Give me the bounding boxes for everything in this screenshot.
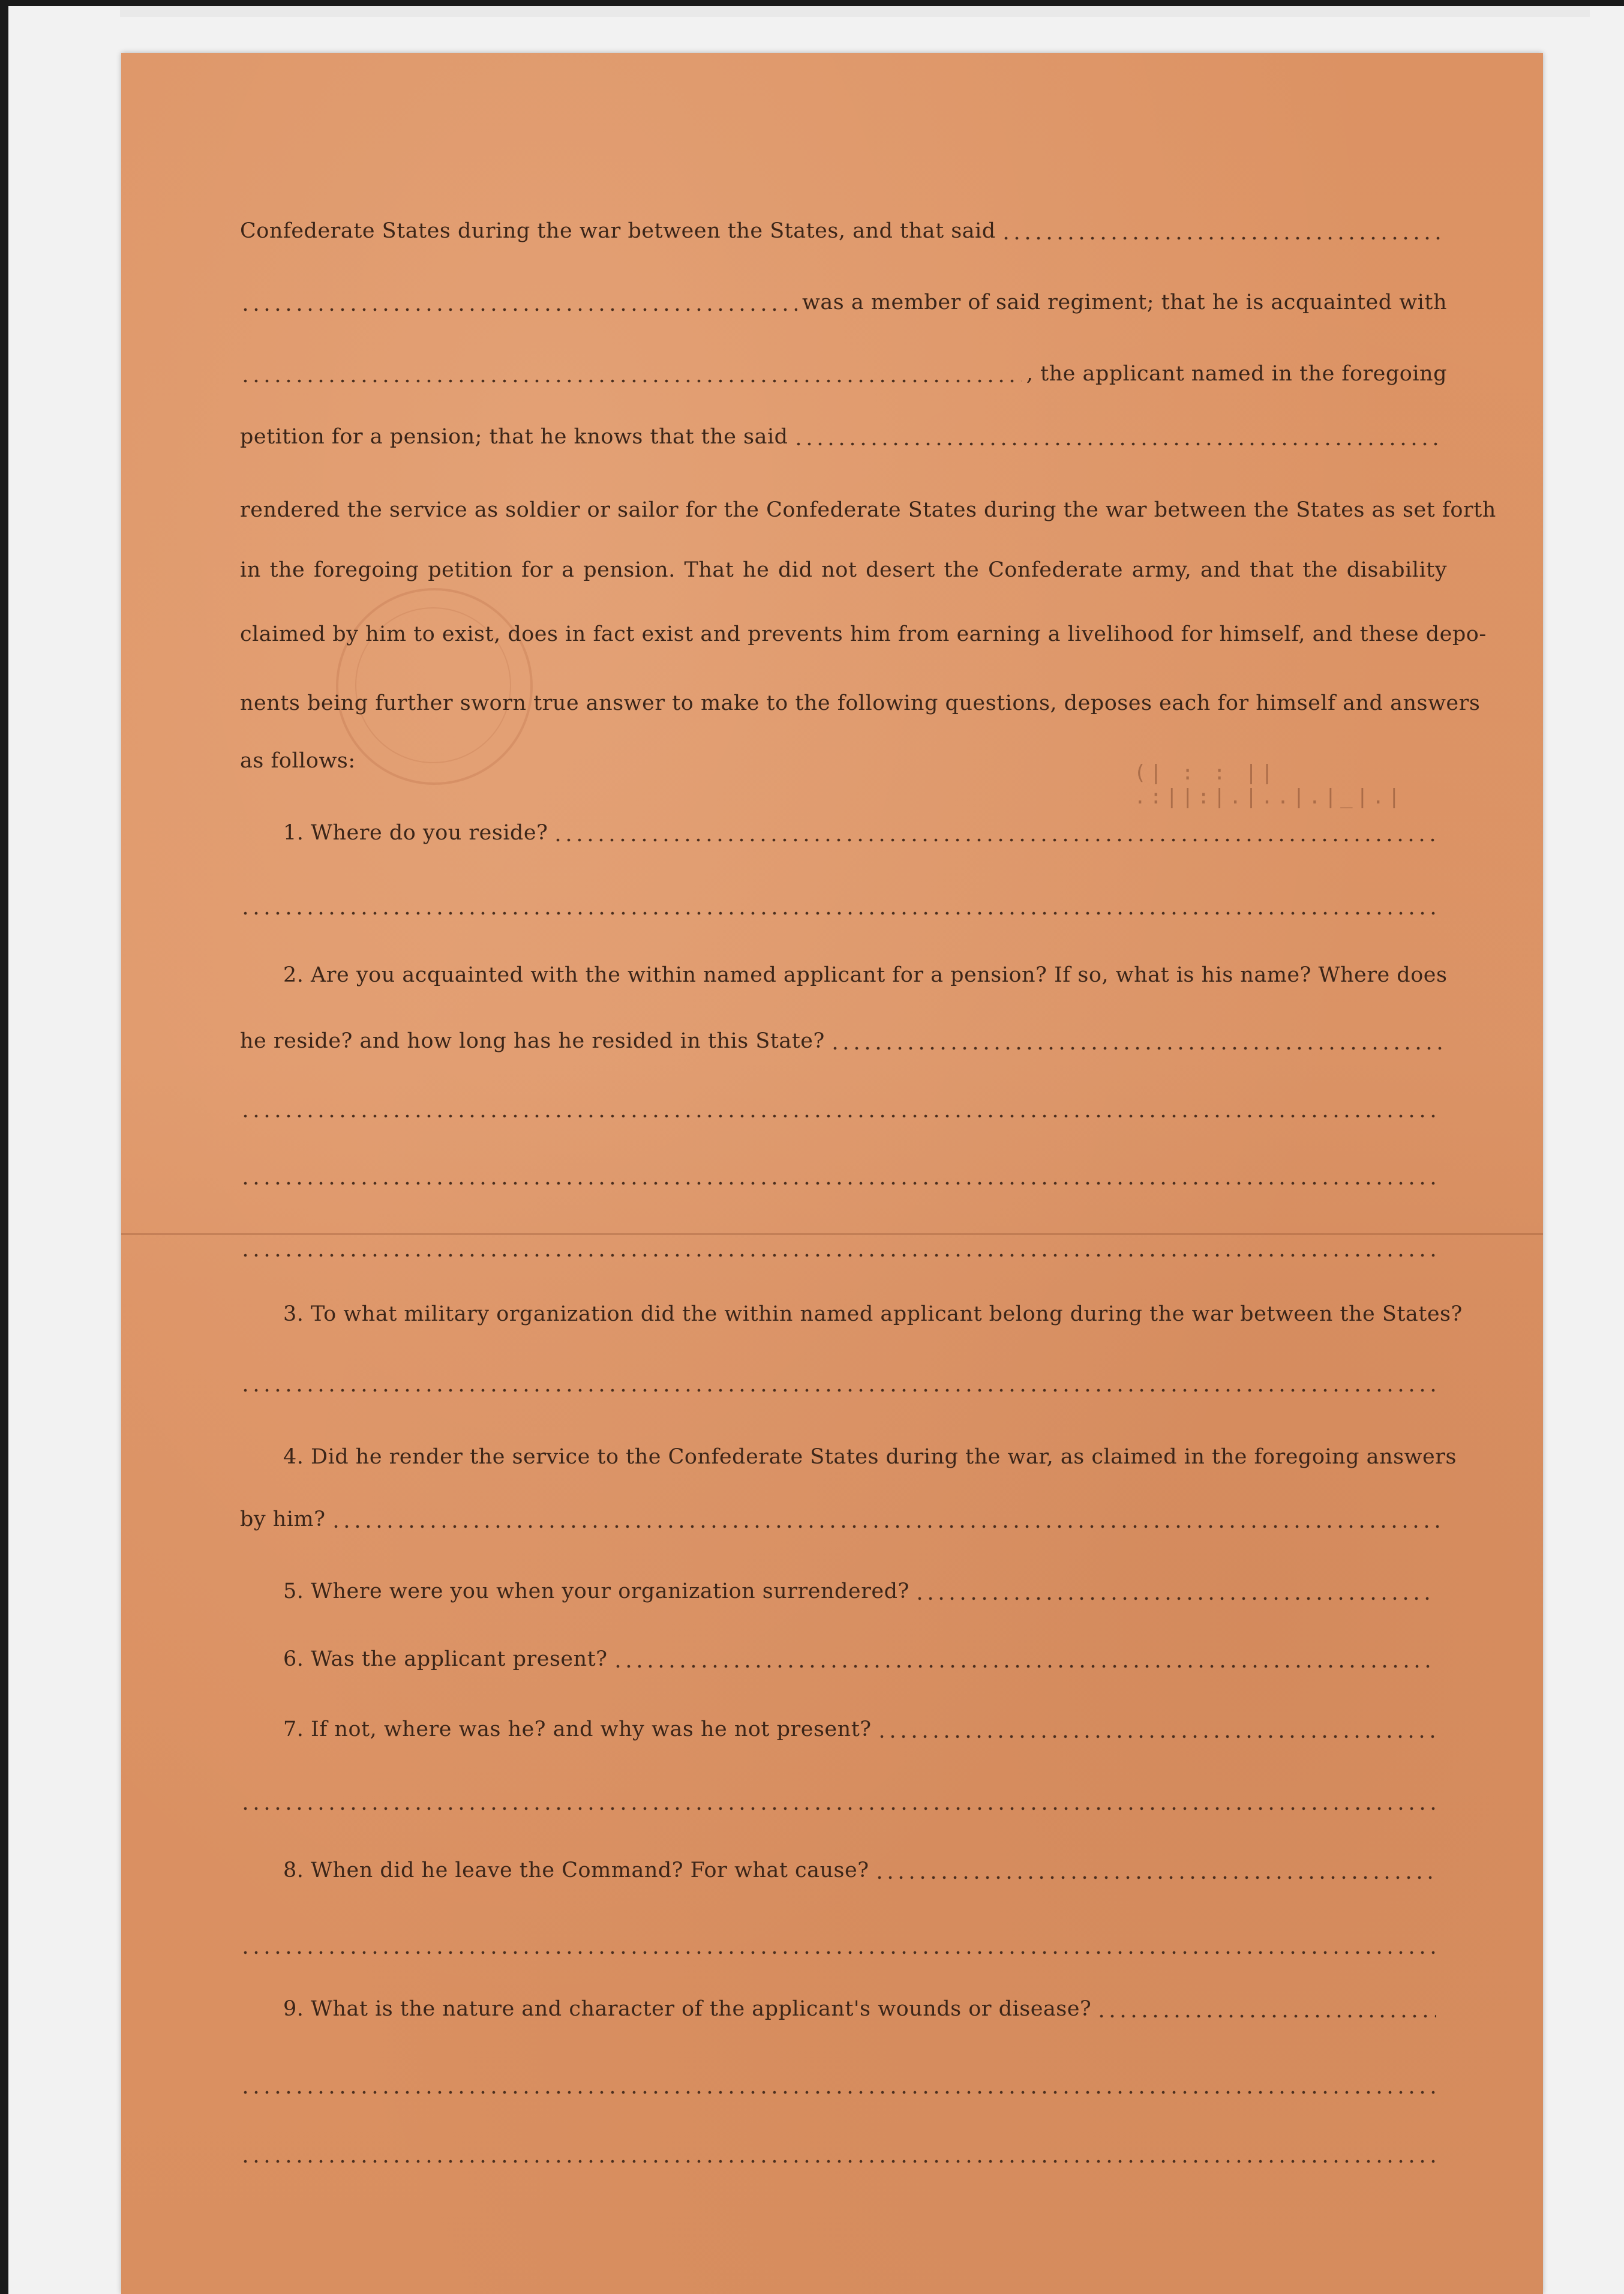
- answer-line[interactable]: [240, 1164, 1447, 1193]
- affidavit-line-3: [240, 362, 1447, 391]
- question-text: he reside? and how long has he resided in this State?: [240, 1029, 825, 1053]
- answer-line[interactable]: [240, 1236, 1447, 1265]
- answer-blank[interactable]: [914, 1597, 1436, 1600]
- question-text: by him?: [240, 1507, 326, 1531]
- question-4: 4. Did he render the service to the Confederate States during the war, as claimed in the foregoing answers: [283, 1445, 1457, 1469]
- fill-in-blank[interactable]: [1001, 236, 1442, 240]
- answer-line[interactable]: [240, 2142, 1447, 2171]
- answer-blank[interactable]: [240, 1182, 1442, 1185]
- answer-line[interactable]: [240, 1933, 1447, 1962]
- scanner-bed-strip: [120, 6, 1590, 17]
- answer-blank[interactable]: [240, 1114, 1442, 1118]
- scan-border-top: [0, 0, 1624, 6]
- fill-in-blank[interactable]: [240, 379, 1022, 383]
- question-9: [283, 1997, 1441, 2026]
- affidavit-text: as follows:: [240, 749, 356, 773]
- question-2: 2. Are you acquainted with the within named applicant for a pension? If so, what is his name? Where does: [283, 963, 1448, 987]
- answer-line[interactable]: [240, 1097, 1447, 1126]
- affidavit-text: Confederate States during the war between the States, and that said: [240, 219, 996, 243]
- page-fold-crease: [121, 1233, 1543, 1235]
- question-1: [283, 821, 1441, 850]
- answer-line[interactable]: [240, 894, 1447, 923]
- question-2-continuation: [240, 1029, 1447, 1058]
- affidavit-line-8: nents being further sworn true answer to make to the following questions, deposes each for himself and answers: [240, 691, 1481, 715]
- affidavit-line-2: [240, 290, 1447, 319]
- question-text: 1. Where do you reside?: [283, 821, 548, 845]
- answer-blank[interactable]: [830, 1046, 1442, 1050]
- answer-blank[interactable]: [553, 838, 1436, 842]
- answer-blank[interactable]: [240, 1389, 1442, 1392]
- question-5: [283, 1579, 1441, 1608]
- affidavit-line-7: claimed by him to exist, does in fact exist and prevents him from earning a livelihood for himself, and these depo-: [240, 622, 1487, 646]
- answer-blank[interactable]: [240, 2160, 1442, 2163]
- question-7: [283, 1717, 1441, 1746]
- answer-blank[interactable]: [240, 911, 1442, 915]
- answer-blank[interactable]: [1096, 2014, 1436, 2018]
- scan-border-left: [0, 0, 8, 2294]
- fill-in-blank[interactable]: [793, 442, 1442, 446]
- answer-line[interactable]: [240, 1789, 1447, 1818]
- answer-line[interactable]: [240, 2073, 1447, 2102]
- answer-blank[interactable]: [240, 1951, 1442, 1954]
- affidavit-line-4: [240, 425, 1447, 454]
- answer-blank[interactable]: [876, 1735, 1436, 1738]
- question-text: 7. If not, where was he? and why was he not present?: [283, 1717, 872, 1741]
- question-3: 3. To what military organization did the within named applicant belong during the war between the States?: [283, 1302, 1463, 1326]
- affidavit-line-6: in the foregoing petition for a pension. That he did not desert the Confederate army, and that the disability: [240, 558, 1447, 582]
- answer-blank[interactable]: [331, 1525, 1443, 1528]
- affidavit-line-1: [240, 219, 1447, 248]
- question-6: [283, 1647, 1441, 1676]
- question-text: 8. When did he leave the Command? For what cause?: [283, 1858, 869, 1882]
- affidavit-line-5: rendered the service as soldier or sailor for the Confederate States during the war between the States as set forth: [240, 498, 1496, 522]
- question-text: 9. What is the nature and character of the applicant's wounds or disease?: [283, 1997, 1092, 2021]
- answer-blank[interactable]: [874, 1876, 1437, 1879]
- affidavit-text: petition for a pension; that he knows that the said: [240, 425, 788, 449]
- answer-line[interactable]: [240, 1371, 1447, 1400]
- fill-in-blank[interactable]: [240, 308, 797, 311]
- question-text: 6. Was the applicant present?: [283, 1647, 608, 1671]
- answer-blank[interactable]: [240, 1807, 1442, 1810]
- answer-blank[interactable]: [613, 1665, 1436, 1668]
- question-4-continuation: [240, 1507, 1447, 1536]
- answer-blank[interactable]: [240, 1254, 1442, 1257]
- affidavit-text: was a member of said regiment; that he is acquainted with: [802, 290, 1447, 314]
- question-text: 5. Where were you when your organization surrendered?: [283, 1579, 909, 1603]
- answer-blank[interactable]: [240, 2091, 1442, 2094]
- affidavit-text: , the applicant named in the foregoing: [1026, 362, 1447, 386]
- faint-stamp-mark: (| : : || .:||:|.|..|.|_|.|: [1134, 761, 1404, 809]
- question-8: [283, 1858, 1441, 1887]
